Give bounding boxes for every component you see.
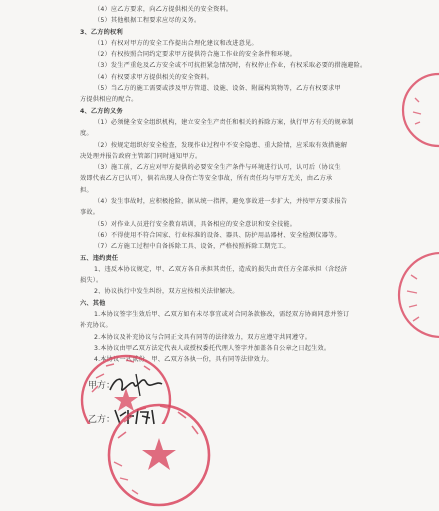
document-line: （6）不得使用不符合国家、行业标准的设备、器具、防护用品器材、安全检测仪器等。	[94, 231, 341, 239]
edge-seal	[395, 70, 439, 150]
document-line: （4）应乙方要求，向乙方提供相关的安全资料。	[94, 6, 233, 13]
document-line: （2）有权按照合同约定要求甲方提供符合施工作业的安全条件和环境。	[94, 51, 297, 59]
document-line: 六、其他	[80, 299, 106, 307]
company-seal-right	[104, 400, 214, 511]
document-line: （7）乙方施工过程中自备拆除工具、设备，严格按照拆除工期完工。	[94, 243, 290, 251]
document-line: （5）其他根据工程要求应尽的义务。	[94, 17, 201, 25]
document-line: 五、违约责任	[80, 254, 119, 262]
document-line: 度。	[80, 130, 93, 138]
document-line: 决处理并报告政府主管部门同时通知甲方。	[80, 152, 202, 160]
document-line: 补充协议。	[80, 322, 112, 330]
document-line: 损失）。	[80, 277, 103, 285]
document-line: （4）发生事故时，应积极抢险，据从统一指挥，避免事故进一步扩大，并按甲方要求报告	[94, 198, 348, 206]
party-b-label: 乙方：	[88, 415, 116, 425]
document-line: （1）有权对甲方的安全工作提出合理化建议和改进意见。	[94, 39, 258, 47]
document-line: （5）对作业人员进行安全教育培训，具备相应的安全意识和安全技能。	[94, 220, 297, 228]
document-line: （5）当乙方的施工需要或涉及甲方管道、设施、设备、附属构筑物等，乙方有权要求甲	[94, 85, 341, 93]
document-line: （3）施工前，乙方应对甲方提供的必要安全生产条件与环境进行认可，认可后（协议生	[94, 164, 341, 172]
document-line: 1、违反本协议规定，甲、乙双方各自承担其责任，造成的损失由责任方全部承担（含经济	[94, 265, 348, 273]
document-line: 担。	[80, 186, 93, 194]
document-line: 4.本协议一式贰份，甲、乙双方各执一份，具有同等法律效力。	[94, 356, 273, 364]
party-a-label: 甲方：	[88, 381, 116, 391]
document-line: （4）有权要求甲方提供相关的安全资料。	[94, 73, 214, 81]
document-line: （1）必须健全安全组织机构，建立安全生产责任和相关的拆除方案，执行甲方有关的规章制	[94, 118, 354, 126]
document-line: 效即代表乙方已认可），倘若出现人身伤亡等安全事故，所有责任均与甲方无关，由乙方承	[80, 175, 333, 183]
edge-seal	[395, 245, 439, 345]
document-line: 2、协议执行中发生纠纷，双方应按相关法律解决。	[94, 288, 239, 296]
document-line: 2.本协议及补充协议与合同正文具有同等的法律效力，双方应遵守共同遵守。	[94, 333, 312, 341]
document-line: （2）按规定组织好安全检查，发现作业过程中不安全隐患、重大险情，应采取有效措施解	[94, 141, 348, 149]
document-line: （3）发生严重危及乙方安全或不可抗拒紧急情况时，有权停止作业，有权采取必要的措施避险。	[94, 62, 367, 70]
document-line: 事故。	[80, 209, 100, 217]
document-line: 1.本协议签字生效后甲、乙双方如有未尽事宜或对合同条款修改，需经双方协商同意并签订	[94, 311, 350, 319]
document-line: 4、乙方的义务	[80, 107, 123, 115]
document-line: 方提供相应的配合。	[80, 96, 138, 104]
document-line: 3.本协议由甲乙双方法定代表人或授权委托代理人签字并加盖各自公章之日起生效。	[94, 344, 331, 352]
document-line: 3、乙方的权利	[80, 28, 123, 36]
document-body	[80, 4, 400, 366]
